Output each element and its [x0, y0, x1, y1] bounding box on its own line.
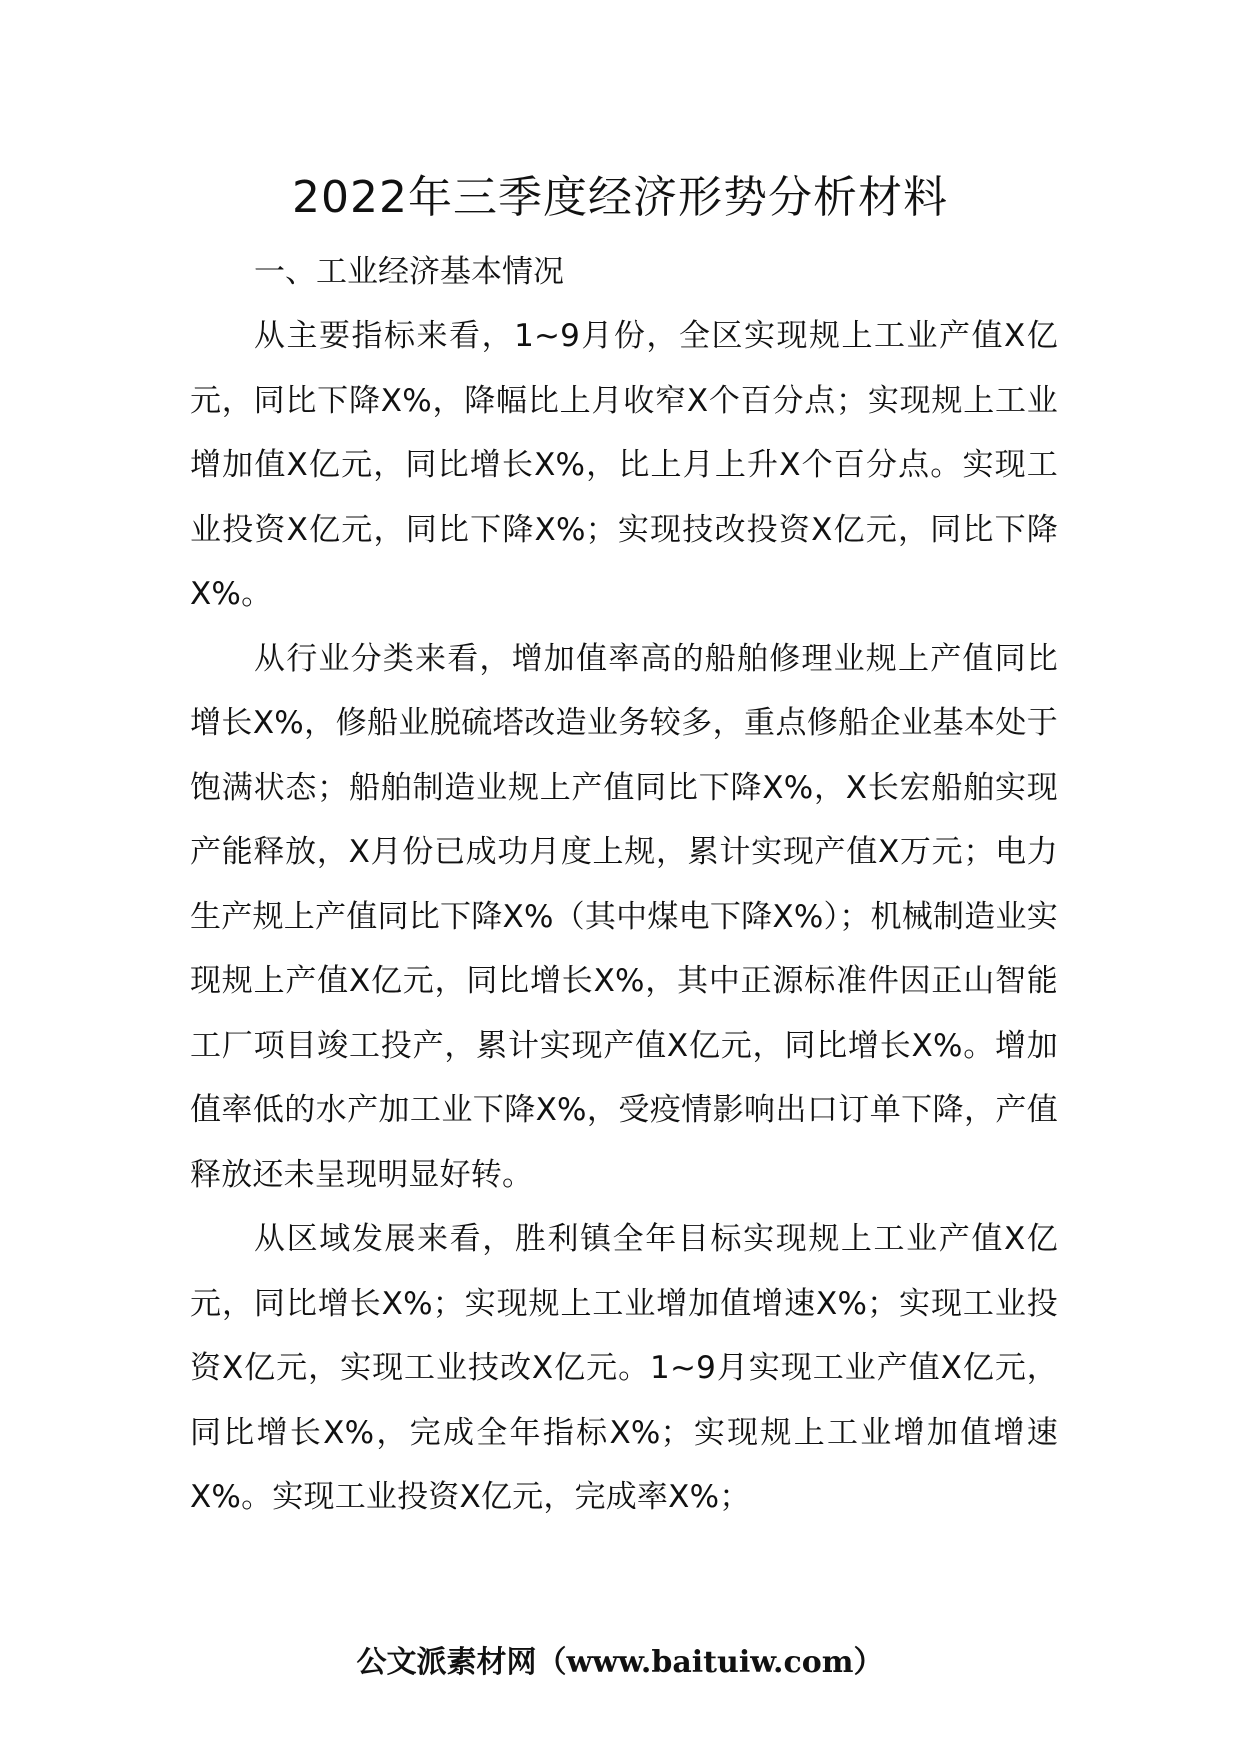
section-heading: 一、工业经济基本情况	[254, 254, 564, 290]
document-body	[190, 240, 1058, 1530]
footer-watermark: 公文派素材网（www.baituiw.com）	[356, 1645, 884, 1680]
paragraph-regional-development: 从区域发展来看，胜利镇全年目标实现规上工业产值X亿元，同比增长X%；实现规上工业增加值增速X%；实现工业投资X亿元，实现工业技改X亿元。1~9月实现工业产值X亿元，同比增长X%，完成全年指标X%；实现规上工业增加值增速X%。实现工业投资X亿元，完成率X%；	[190, 1221, 1058, 1515]
document-title: 2022年三季度经济形势分析材料	[292, 172, 948, 223]
paragraph-main-indicators: 从主要指标来看，1~9月份，全区实现规上工业产值X亿元，同比下降X%，降幅比上月收窄X个百分点；实现规上工业增加值X亿元，同比增长X%，比上月上升X个百分点。实现工业投资X亿元，同比下降X%；实现技改投资X亿元，同比下降X%。	[190, 318, 1058, 612]
paragraph-industry-classification: 从行业分类来看，增加值率高的船舶修理业规上产值同比增长X%，修船业脱硫塔改造业务较多，重点修船企业基本处于饱满状态；船舶制造业规上产值同比下降X%，X长宏船舶实现产能释放，X月份已成功月度上规，累计实现产值X万元；电力生产规上产值同比下降X%（其中煤电下降X%）；机械制造业实现规上产值X亿元，同比增长X%，其中正源标准件因正山智能工厂项目竣工投产，累计实现产值X亿元，同比增长X%。增加值率低的水产加工业下降X%，受疫情影响出口订单下降，产值释放还未呈现明显好转。	[190, 640, 1058, 1193]
